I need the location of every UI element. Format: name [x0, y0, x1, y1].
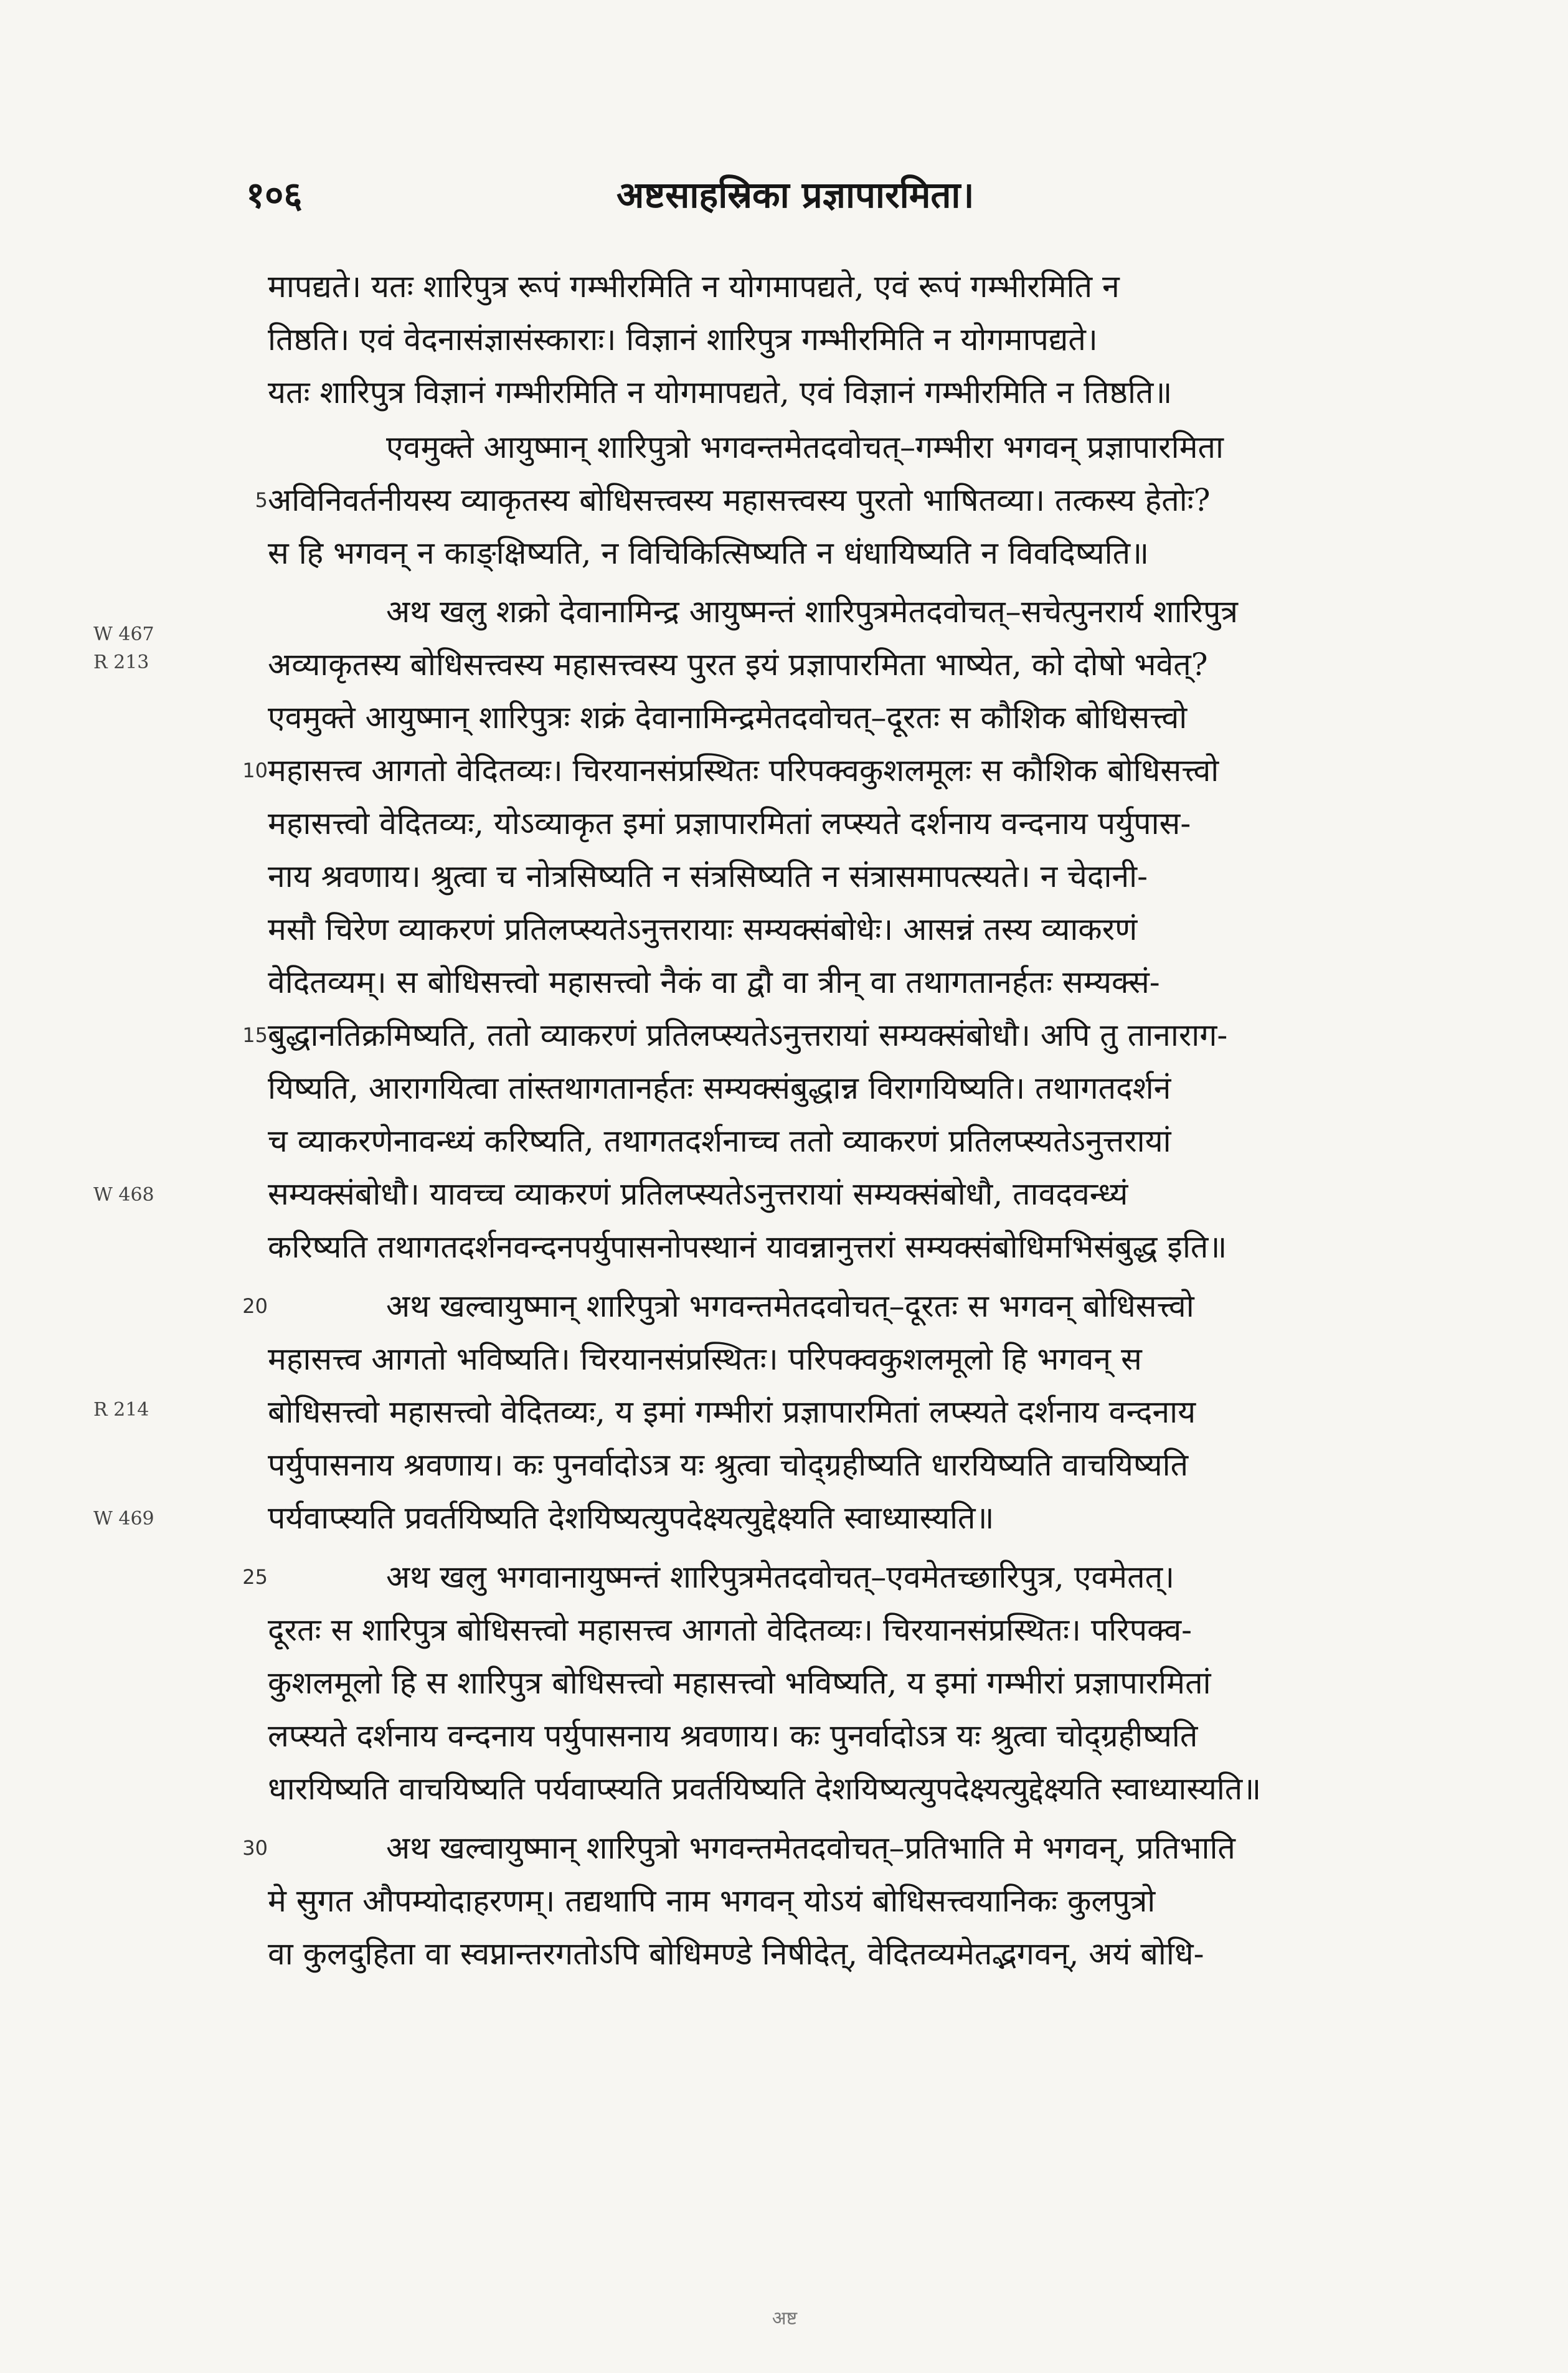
text-line: पर्यवाप्स्यति प्रवर्तयिष्यति देशयिष्यत्युपदेक्ष्यत्युद्देक्ष्यति स्वाध्यास्यति॥	[268, 1500, 994, 1536]
text-line: वेदितव्यम्। स बोधिसत्त्वो महासत्त्वो नैकं वा द्वौ वा त्रीन् वा तथागतानर्हतः सम्यक्सं-	[268, 964, 1160, 1000]
text-line: मसौ चिरेण व्याकरणं प्रतिलप्स्यतेऽनुत्तरायाः सम्यक्संबोधेः। आसन्नं तस्य व्याकरणं	[268, 911, 1138, 947]
text-line: लप्स्यते दर्शनाय वन्दनाय पर्युपासनाय श्रवणाय। कः पुनर्वादोऽत्र यः श्रुत्वा चोद्ग्रहीष्यति	[268, 1718, 1198, 1754]
text-line: अथ खल्वायुष्मान् शारिपुत्रो भगवन्तमेतदवोचत्–दूरतः स भगवन् बोधिसत्त्वो	[386, 1288, 1194, 1324]
text-line: धारयिष्यति वाचयिष्यति पर्यवाप्स्यति प्रवर्तयिष्यति देशयिष्यत्युपदेक्ष्यत्युद्देक्ष्यति स्वाध्यास्यति॥	[268, 1771, 1262, 1807]
text-line: सम्यक्संबोधौ। यावच्च व्याकरणं प्रतिलप्स्यतेऽनुत्तरायां सम्यक्संबोधौ, तावदवन्ध्यं	[268, 1176, 1128, 1212]
text-line: बोधिसत्त्वो महासत्त्वो वेदितव्यः, य इमां गम्भीरां प्रज्ञापारमितां लप्स्यते दर्शनाय वन्दनाय	[268, 1394, 1196, 1430]
margin-note: R 213	[93, 651, 149, 673]
margin-note: W 467	[93, 623, 154, 645]
text-line: पर्युपासनाय श्रवणाय। कः पुनर्वादोऽत्र यः श्रुत्वा चोद्ग्रहीष्यति धारयिष्यति वाचयिष्यति	[268, 1447, 1189, 1483]
text-line: महासत्त्व आगतो भविष्यति। चिरयानसंप्रस्थितः। परिपक्वकुशलमूलो हि भगवन् स	[268, 1341, 1142, 1377]
text-line: मे सुगत औपम्योदाहरणम्। तद्यथापि नाम भगवन् योऽयं बोधिसत्त्वयानिकः कुलपुत्रो	[268, 1883, 1156, 1919]
text-line: अविनिवर्तनीयस्य व्याकृतस्य बोधिसत्त्वस्य महासत्त्वस्य पुरतो भाषितव्या। तत्कस्य हेतोः?	[268, 482, 1211, 518]
text-line: यतः शारिपुत्र विज्ञानं गम्भीरमिति न योगमापद्यते, एवं विज्ञानं गम्भीरमिति न तिष्ठति॥	[268, 374, 1173, 410]
margin-note: W 469	[93, 1508, 154, 1530]
text-line: वा कुलदुहिता वा स्वप्नान्तरगतोऽपि बोधिमण्डे निषीदेत्, वेदितव्यमेतद्भगवन्, अयं बोधि-	[268, 1936, 1204, 1972]
text-line: अथ खलु शक्रो देवानामिन्द्र आयुष्मन्तं शारिपुत्रमेतदवोचत्–सचेत्पुनरार्य शारिपुत्र	[386, 594, 1238, 630]
text-line: अथ खल्वायुष्मान् शारिपुत्रो भगवन्तमेतदवोचत्–प्रतिभाति मे भगवन्, प्रतिभाति	[386, 1830, 1235, 1866]
footer-mark: अष्ट	[772, 2308, 798, 2329]
text-line: मापद्यते। यतः शारिपुत्र रूपं गम्भीरमिति न योगमापद्यते, एवं रूपं गम्भीरमिति न	[268, 268, 1120, 305]
line-number: 10	[242, 759, 268, 782]
text-line: एवमुक्ते आयुष्मान् शारिपुत्रः शक्रं देवानामिन्द्रमेतदवोचत्–दूरतः स कौशिक बोधिसत्त्वो	[268, 699, 1188, 736]
text-line: महासत्त्व आगतो वेदितव्यः। चिरयानसंप्रस्थितः परिपक्वकुशलमूलः स कौशिक बोधिसत्त्वो	[268, 752, 1219, 789]
text-line: एवमुक्ते आयुष्मान् शारिपुत्रो भगवन्तमेतदवोचत्–गम्भीरा भगवन् प्रज्ञापारमिता	[386, 429, 1224, 465]
margin-note: W 468	[93, 1184, 154, 1206]
text-line: दूरतः स शारिपुत्र बोधिसत्त्वो महासत्त्व आगतो वेदितव्यः। चिरयानसंप्रस्थितः। परिपक्व-	[268, 1612, 1193, 1648]
text-line: स हि भगवन् न काङ्क्षिष्यति, न विचिकित्सिष्यति न धंधायिष्यति न विवदिष्यति॥	[268, 535, 1150, 571]
text-line: अव्याकृतस्य बोधिसत्त्वस्य महासत्त्वस्य पुरत इयं प्रज्ञापारमिता भाष्येत, को दोषो भवेत्?	[268, 647, 1208, 683]
line-number: 30	[242, 1836, 268, 1860]
text-line: यिष्यति, आरागयित्वा तांस्तथागतानर्हतः सम्यक्संबुद्धान्न विरागयिष्यति। तथागतदर्शनं	[268, 1070, 1171, 1106]
running-title: अष्टसाहस्रिका प्रज्ञापारमिता।	[616, 174, 975, 216]
margin-note: R 214	[93, 1399, 149, 1421]
text-line: च व्याकरणेनावन्ध्यं करिष्यति, तथागतदर्शनाच्च ततो व्याकरणं प्रतिलप्स्यतेऽनुत्तरायां	[268, 1123, 1171, 1159]
line-number: 5	[255, 488, 268, 512]
text-line: तिष्ठति। एवं वेदनासंज्ञासंस्काराः। विज्ञानं शारिपुत्र गम्भीरमिति न योगमापद्यते।	[268, 321, 1098, 358]
text-line: नाय श्रवणाय। श्रुत्वा च नोत्रसिष्यति न संत्रसिष्यति न संत्रासमापत्स्यते। न चेदानी-	[268, 858, 1148, 894]
text-line: अथ खलु भगवानायुष्मन्तं शारिपुत्रमेतदवोचत्–एवमेतच्छारिपुत्र, एवमेतत्।	[386, 1559, 1175, 1595]
line-number: 25	[242, 1565, 268, 1589]
text-line: महासत्त्वो वेदितव्यः, योऽव्याकृत इमां प्रज्ञापारमितां लप्स्यते दर्शनाय वन्दनाय पर्युपास-	[268, 805, 1191, 841]
text-line: करिष्यति तथागतदर्शनवन्दनपर्युपासनोपस्थानं यावन्नानुत्तरां सम्यक्संबोधिमभिसंबुद्ध इति॥	[268, 1229, 1227, 1265]
text-line: बुद्धानतिक्रमिष्यति, ततो व्याकरणं प्रतिलप्स्यतेऽनुत्तरायां सम्यक्संबोधौ। अपि तु तानाराग-	[268, 1017, 1228, 1053]
line-number: 15	[242, 1023, 268, 1047]
page-number: १०६	[246, 174, 303, 216]
line-number: 20	[242, 1294, 268, 1318]
text-line: कुशलमूलो हि स शारिपुत्र बोधिसत्त्वो महासत्त्वो भविष्यति, य इमां गम्भीरां प्रज्ञापारमितां	[268, 1665, 1211, 1701]
